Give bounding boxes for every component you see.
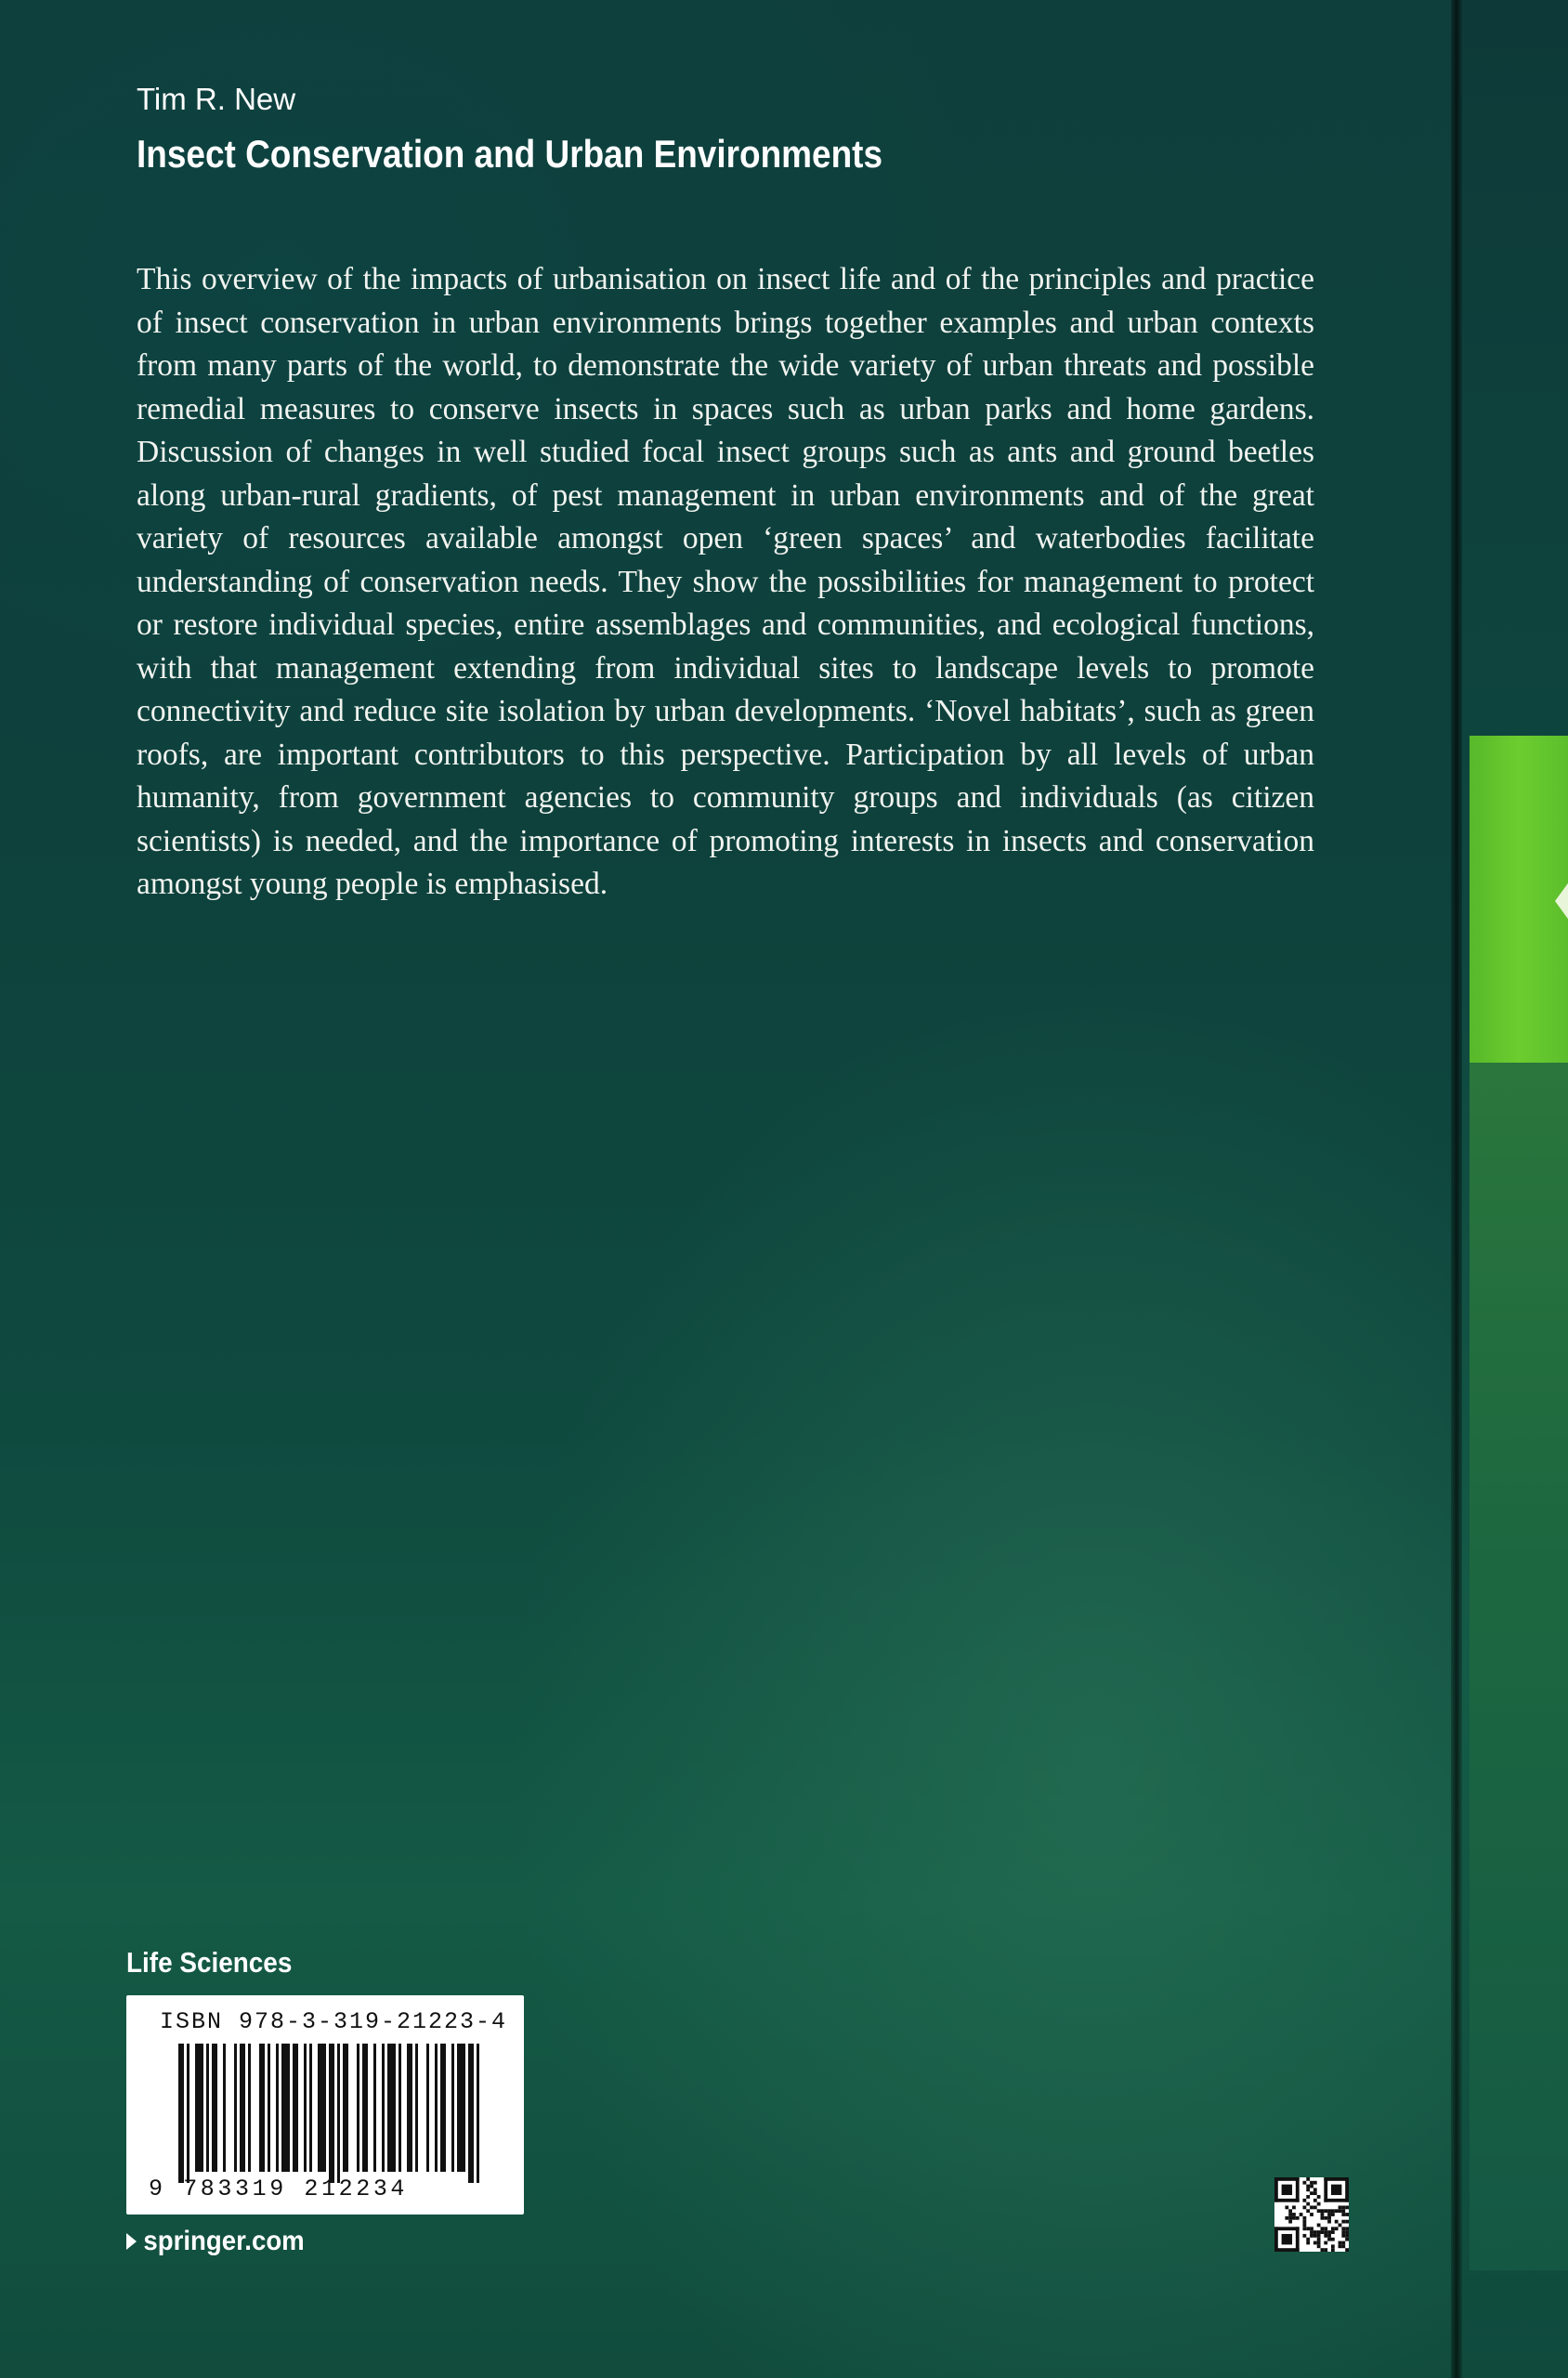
qr-module bbox=[1345, 2205, 1349, 2209]
barcode-bar bbox=[387, 2044, 396, 2172]
qr-module bbox=[1310, 2191, 1313, 2195]
barcode-bar bbox=[318, 2044, 326, 2172]
qr-module bbox=[1339, 2244, 1342, 2248]
barcode-icon bbox=[178, 2044, 485, 2183]
spine-lower-panel bbox=[1470, 1063, 1568, 2270]
qr-module bbox=[1331, 2185, 1341, 2195]
qr-module bbox=[1341, 2241, 1345, 2245]
qr-module bbox=[1302, 2234, 1306, 2238]
qr-module bbox=[1324, 2177, 1349, 2181]
barcode-bar bbox=[248, 2044, 251, 2172]
qr-module bbox=[1331, 2213, 1335, 2216]
qr-module bbox=[1321, 2227, 1325, 2230]
qr-module bbox=[1321, 2209, 1325, 2213]
qr-module bbox=[1317, 2244, 1321, 2248]
qr-module bbox=[1317, 2234, 1321, 2238]
barcode-bar bbox=[468, 2044, 474, 2183]
qr-module bbox=[1313, 2191, 1317, 2195]
barcode-bar bbox=[373, 2044, 376, 2172]
qr-module bbox=[1331, 2209, 1335, 2213]
barcode-bar bbox=[343, 2044, 348, 2172]
barcode-bar bbox=[212, 2044, 217, 2172]
qr-module bbox=[1302, 2220, 1306, 2224]
qr-module bbox=[1321, 2248, 1325, 2252]
qr-module bbox=[1274, 2199, 1300, 2202]
barcode-bar bbox=[187, 2044, 189, 2183]
qr-module bbox=[1306, 2227, 1310, 2230]
qr-module bbox=[1288, 2220, 1292, 2224]
qr-module bbox=[1317, 2241, 1321, 2245]
qr-module bbox=[1296, 2227, 1300, 2252]
qr-module bbox=[1327, 2220, 1331, 2224]
qr-module bbox=[1321, 2230, 1325, 2234]
qr-module bbox=[1285, 2216, 1288, 2220]
qr-module bbox=[1310, 2205, 1313, 2209]
spine-marker-icon bbox=[1555, 881, 1568, 921]
qr-module bbox=[1317, 2238, 1321, 2241]
qr-module bbox=[1335, 2227, 1339, 2230]
qr-module bbox=[1339, 2224, 1342, 2228]
qr-module bbox=[1310, 2227, 1313, 2230]
qr-module bbox=[1274, 2177, 1278, 2202]
qr-module bbox=[1274, 2177, 1300, 2181]
qr-module bbox=[1317, 2224, 1321, 2228]
qr-module bbox=[1327, 2238, 1331, 2241]
qr-module bbox=[1310, 2230, 1313, 2234]
barcode-bar bbox=[457, 2044, 465, 2172]
barcode-bar bbox=[268, 2044, 270, 2172]
qr-module bbox=[1302, 2181, 1306, 2185]
qr-module bbox=[1341, 2209, 1345, 2213]
qr-module bbox=[1292, 2216, 1296, 2220]
qr-module bbox=[1324, 2199, 1349, 2202]
qr-module bbox=[1335, 2209, 1339, 2213]
barcode-bar bbox=[407, 2044, 412, 2172]
qr-module bbox=[1345, 2227, 1349, 2230]
qr-module bbox=[1341, 2220, 1345, 2224]
qr-module bbox=[1327, 2209, 1331, 2213]
qr-module bbox=[1282, 2185, 1292, 2195]
qr-module bbox=[1341, 2213, 1345, 2216]
ean-digits: 9 783319 212234 bbox=[149, 2175, 409, 2202]
qr-module bbox=[1324, 2241, 1327, 2245]
qr-module bbox=[1324, 2230, 1327, 2234]
barcode-bar bbox=[304, 2044, 307, 2172]
qr-module bbox=[1306, 2209, 1310, 2213]
qr-module bbox=[1324, 2248, 1327, 2252]
qr-module bbox=[1324, 2209, 1327, 2213]
barcode-bar bbox=[259, 2044, 265, 2172]
qr-module bbox=[1339, 2205, 1342, 2209]
qr-module bbox=[1324, 2216, 1327, 2220]
qr-module bbox=[1292, 2205, 1296, 2209]
qr-module bbox=[1317, 2202, 1321, 2206]
qr-module bbox=[1306, 2202, 1310, 2206]
qr-module bbox=[1345, 2230, 1349, 2234]
qr-module bbox=[1310, 2234, 1313, 2238]
qr-module bbox=[1327, 2216, 1331, 2220]
qr-module bbox=[1306, 2185, 1310, 2189]
qr-module bbox=[1321, 2216, 1325, 2220]
barcode-panel bbox=[126, 1995, 524, 2215]
barcode-bar bbox=[440, 2044, 446, 2172]
barcode-bar bbox=[329, 2044, 334, 2183]
qr-module bbox=[1341, 2230, 1345, 2234]
qr-module bbox=[1306, 2188, 1310, 2191]
barcode-bar bbox=[195, 2044, 203, 2172]
qr-module bbox=[1288, 2213, 1292, 2216]
barcode-bar bbox=[415, 2044, 418, 2172]
barcode-bar bbox=[399, 2044, 401, 2172]
barcode-bar bbox=[477, 2044, 479, 2183]
qr-module bbox=[1321, 2213, 1325, 2216]
qr-module bbox=[1274, 2227, 1300, 2230]
book-title: Insect Conservation and Urban Environments bbox=[137, 132, 883, 176]
barcode-bar bbox=[426, 2044, 429, 2172]
barcode-bar bbox=[337, 2044, 340, 2183]
qr-module bbox=[1331, 2244, 1335, 2248]
barcode-bar bbox=[362, 2044, 368, 2172]
qr-module bbox=[1345, 2177, 1349, 2202]
website-label: springer.com bbox=[143, 2226, 305, 2256]
qr-module bbox=[1296, 2177, 1300, 2202]
spine-green-band bbox=[1470, 736, 1568, 1063]
qr-module bbox=[1345, 2220, 1349, 2224]
qr-module bbox=[1335, 2220, 1339, 2224]
qr-module bbox=[1302, 2227, 1306, 2230]
qr-module bbox=[1341, 2244, 1345, 2248]
qr-module bbox=[1345, 2238, 1349, 2241]
qr-module bbox=[1302, 2199, 1306, 2202]
barcode-bar bbox=[206, 2044, 209, 2172]
barcode-bar bbox=[293, 2044, 298, 2172]
qr-module bbox=[1317, 2209, 1321, 2213]
qr-module bbox=[1341, 2234, 1345, 2238]
qr-module bbox=[1341, 2205, 1345, 2209]
qr-module bbox=[1331, 2248, 1335, 2252]
qr-module bbox=[1310, 2213, 1313, 2216]
qr-module bbox=[1288, 2216, 1292, 2220]
subject-category: Life Sciences bbox=[126, 1946, 293, 1979]
qr-module bbox=[1274, 2248, 1300, 2252]
qr-module bbox=[1331, 2230, 1335, 2234]
qr-module bbox=[1285, 2205, 1288, 2209]
qr-module bbox=[1327, 2213, 1331, 2216]
qr-module bbox=[1313, 2181, 1317, 2185]
barcode-bar bbox=[451, 2044, 454, 2172]
barcode-bar bbox=[382, 2044, 385, 2172]
isbn-label: ISBN 978-3-319-21223-4 bbox=[160, 2008, 508, 2035]
qr-module bbox=[1317, 2195, 1321, 2199]
qr-module bbox=[1306, 2177, 1310, 2181]
qr-module bbox=[1282, 2234, 1292, 2244]
qr-module bbox=[1313, 2230, 1317, 2234]
qr-module bbox=[1327, 2230, 1331, 2234]
qr-module bbox=[1345, 2213, 1349, 2216]
qr-code-icon bbox=[1274, 2177, 1349, 2252]
qr-module bbox=[1306, 2238, 1310, 2241]
qr-module bbox=[1296, 2216, 1300, 2220]
barcode-bar bbox=[178, 2044, 184, 2183]
barcode-bar bbox=[240, 2044, 245, 2172]
barcode-bar bbox=[281, 2044, 290, 2172]
qr-module bbox=[1306, 2195, 1310, 2199]
qr-module bbox=[1292, 2213, 1296, 2216]
qr-module bbox=[1317, 2230, 1321, 2234]
triangle-arrow-icon bbox=[126, 2233, 137, 2250]
barcode-bar bbox=[223, 2044, 226, 2172]
qr-module bbox=[1345, 2248, 1349, 2252]
qr-module bbox=[1339, 2241, 1342, 2245]
publisher-website[interactable] bbox=[126, 2226, 305, 2257]
qr-module bbox=[1310, 2181, 1313, 2185]
qr-module bbox=[1300, 2213, 1303, 2216]
qr-module bbox=[1313, 2199, 1317, 2202]
qr-module bbox=[1339, 2209, 1342, 2213]
book-description: This overview of the impacts of urbanisation on insect life and of the principles and practice of insect conservation in urban environments brings together examples and urban contexts from many parts of the world, to demonstrate the wide variety of urban threats and possible remedial measures to conserve insects in spaces such as urban parks and home gardens. Discussion of changes in well studied focal insect groups such as ants and ground beetles along urban-rural gradients, of pest management in urban environments and of the great variety of resources available amongst open ‘green spaces’ and waterbodies facilitate understanding of conservation needs. They show the possibilities for management to protect or restore individual species, entire assemblages and communities, and ecological functions, with that management extending from individual sites to landscape levels to promote connectivity and reduce site isolation by urban developments. ‘Novel habitats’, such as green roofs, are important contributors to this perspective. Participation by all levels of urban humanity, from government agencies to community groups and individuals (as citizen scientists) is needed, and the importance of promoting interests in insects and conservation amongst young people is emphasised. bbox=[137, 262, 1314, 901]
barcode-bar bbox=[276, 2044, 279, 2172]
qr-module bbox=[1310, 2185, 1313, 2189]
qr-module bbox=[1331, 2227, 1335, 2230]
qr-module bbox=[1302, 2224, 1306, 2228]
qr-module bbox=[1324, 2234, 1327, 2238]
barcode-bar bbox=[309, 2044, 312, 2172]
qr-module bbox=[1324, 2177, 1327, 2202]
qr-module bbox=[1345, 2234, 1349, 2238]
qr-module bbox=[1313, 2188, 1317, 2191]
barcode-bar bbox=[435, 2044, 438, 2172]
qr-module bbox=[1327, 2234, 1331, 2238]
qr-module bbox=[1306, 2241, 1310, 2245]
spine-edge bbox=[1451, 0, 1462, 2378]
author-name: Tim R. New bbox=[137, 82, 296, 116]
qr-module bbox=[1288, 2209, 1292, 2213]
barcode-bar bbox=[234, 2044, 237, 2172]
barcode-bar bbox=[357, 2044, 359, 2172]
qr-module bbox=[1302, 2216, 1306, 2220]
qr-module bbox=[1324, 2227, 1327, 2230]
qr-module bbox=[1341, 2227, 1345, 2230]
qr-module bbox=[1313, 2205, 1317, 2209]
qr-module bbox=[1302, 2205, 1306, 2209]
qr-module bbox=[1313, 2241, 1317, 2245]
qr-module bbox=[1274, 2227, 1278, 2252]
qr-module bbox=[1331, 2238, 1335, 2241]
qr-module bbox=[1313, 2234, 1317, 2238]
